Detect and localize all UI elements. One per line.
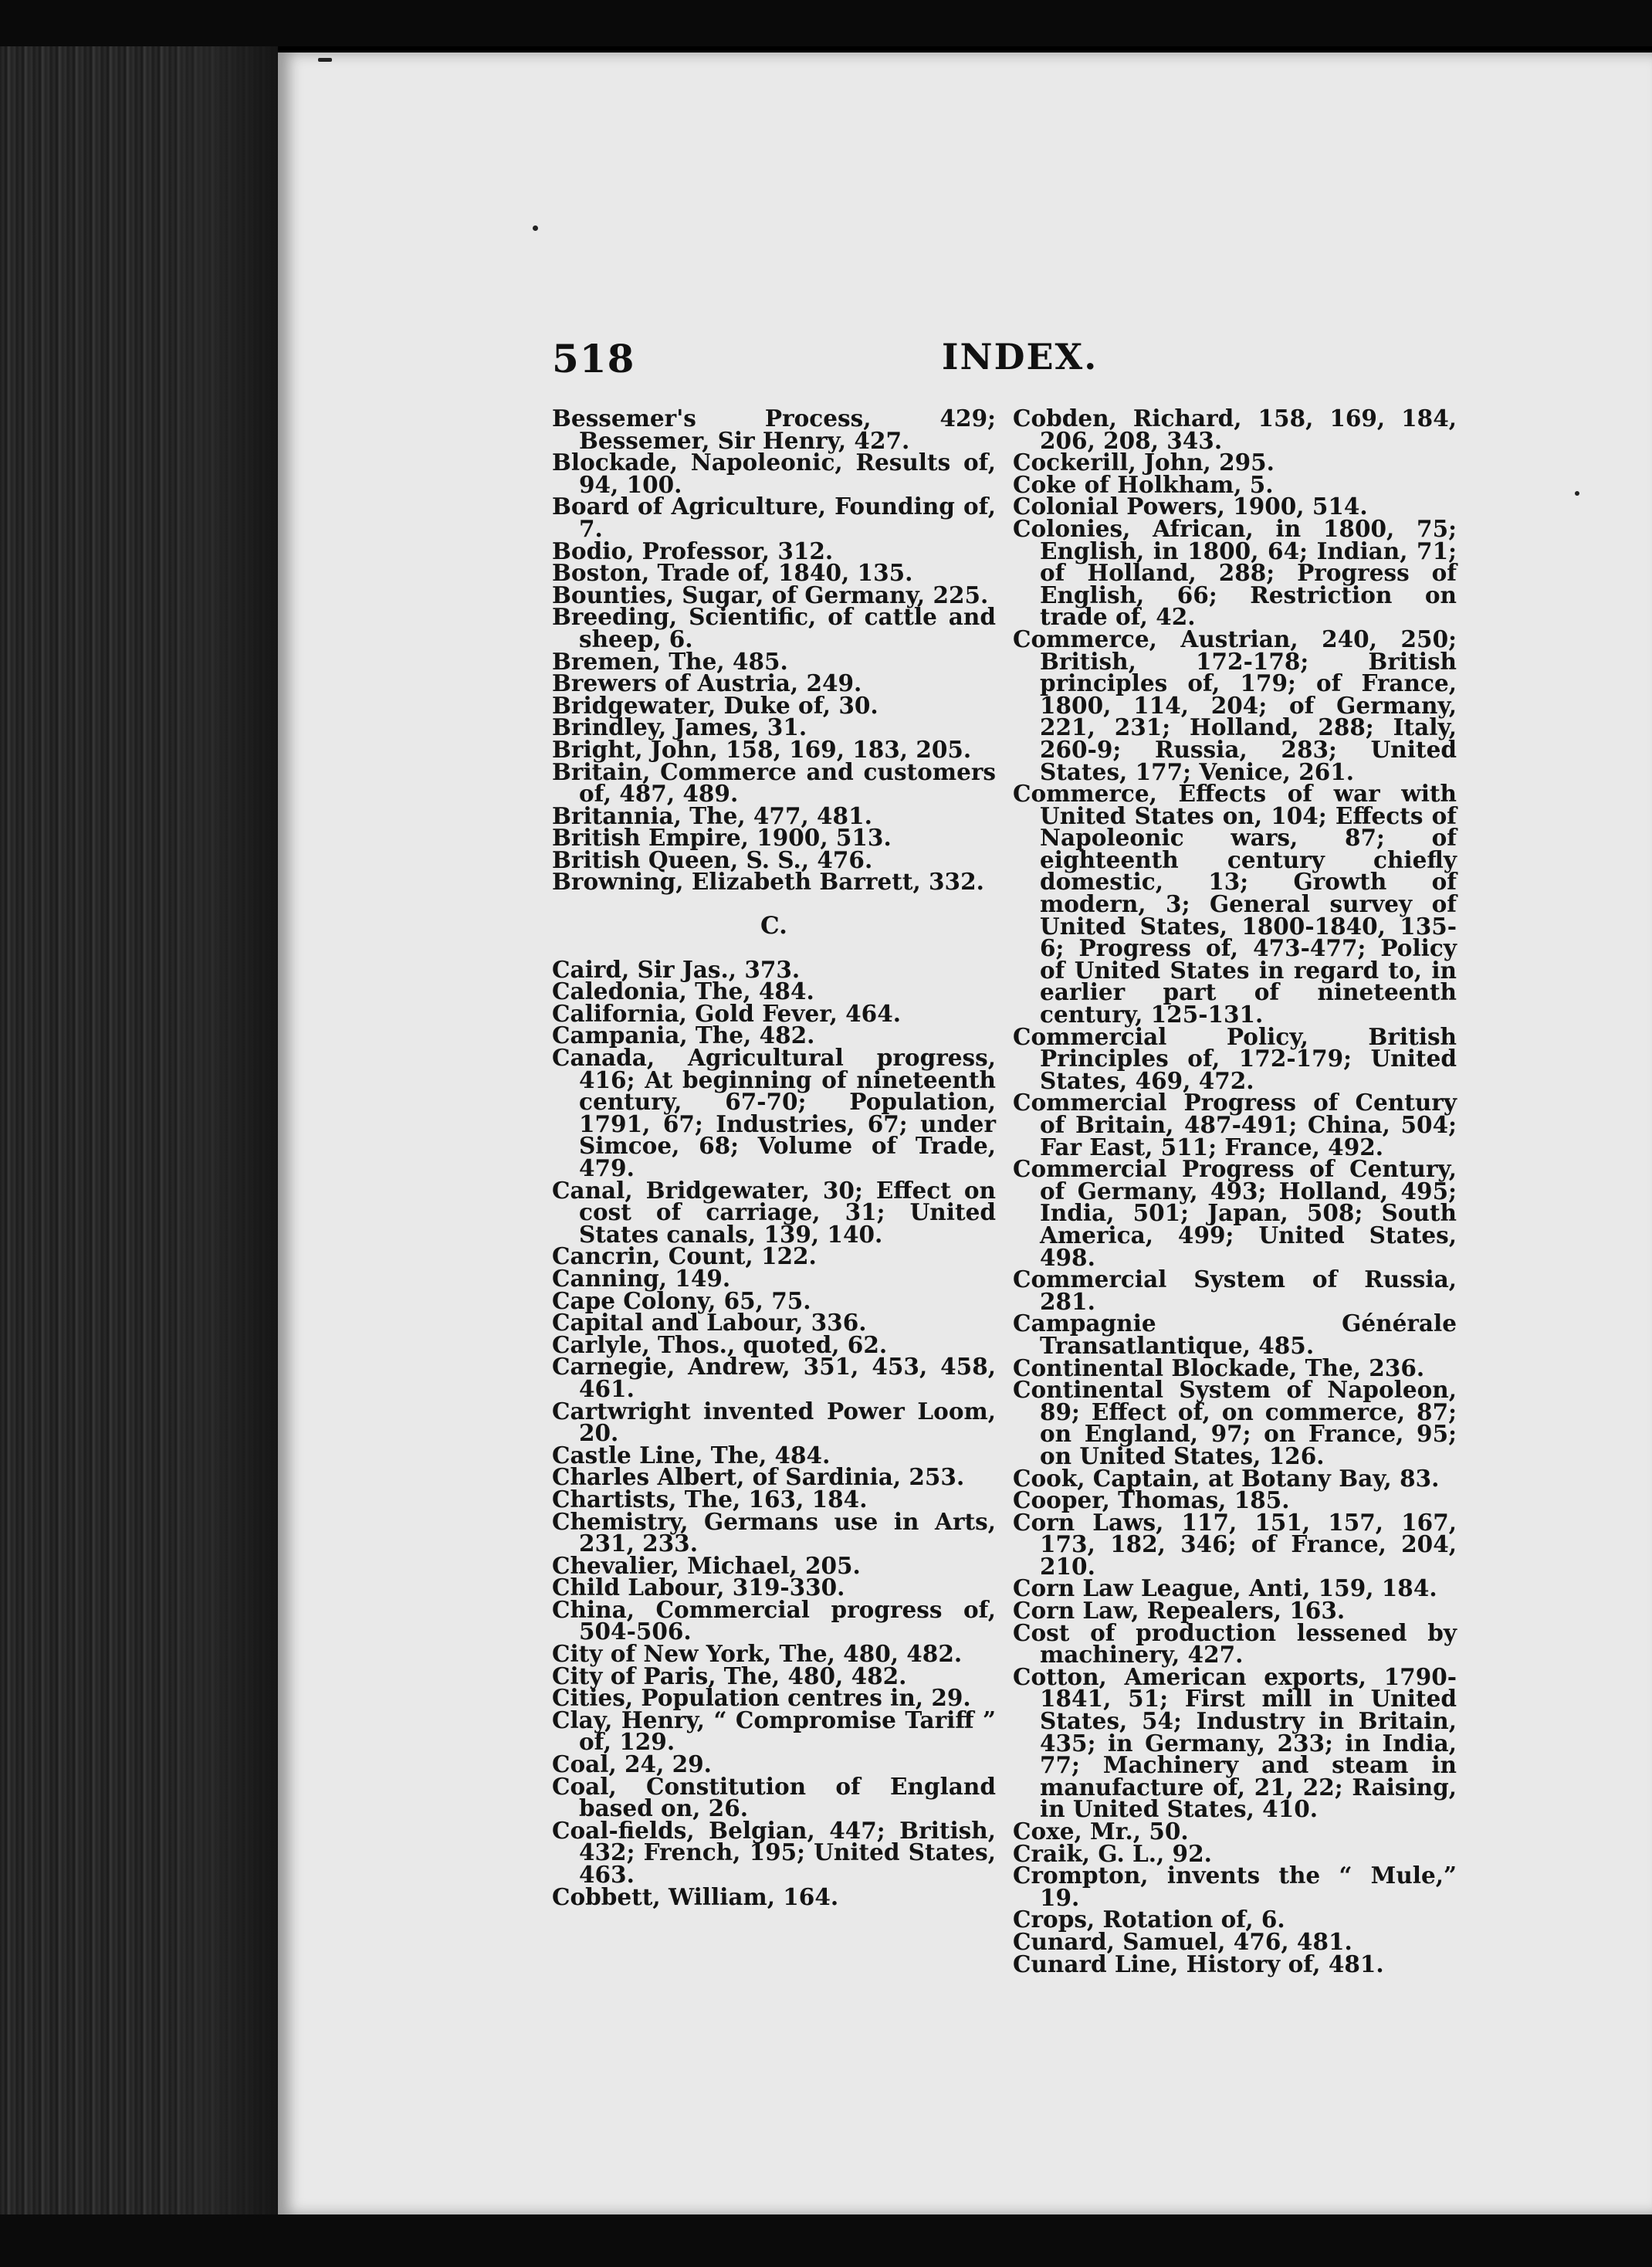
index-entry: Cockerill, John, 295.: [1013, 449, 1275, 476]
index-entry: Cunard, Samuel, 476, 481.: [1013, 1927, 1352, 1955]
index-entry: Child Labour, 319-330.: [552, 1574, 845, 1601]
index-entry: Bridgewater, Duke of, 30.: [552, 691, 878, 719]
index-entry: Cape Colony, 65, 75.: [552, 1286, 811, 1314]
scan-bottom-border: [0, 2214, 1652, 2267]
index-entry: Boston, Trade of, 1840, 135.: [552, 559, 913, 587]
index-entry: Bremen, The, 485.: [552, 647, 788, 675]
index-entry: Corn Law League, Anti, 159, 184.: [1013, 1574, 1437, 1602]
index-entry: Commerce, Effects of war with United States on, 104; Effects of Napoleonic wars, 87; of eighteenth century chiefly domestic, 13; Growth of modern, 3; General survey of United States, 1800-1840, 135-6; Progress of, 473-477; Policy of United States in regard to, in earlier part of nineteenth century, 125-131.: [1013, 780, 1457, 1028]
index-entry: Clay, Henry, “ Compromise Tariff ” of, 129.: [552, 1706, 996, 1756]
index-column-right: [1013, 405, 1457, 1977]
index-entry: Chemistry, Germans use in Arts, 231, 233.: [552, 1507, 996, 1557]
index-entry: Bessemer's Process, 429; Bessemer, Sir Henry, 427.: [552, 405, 996, 454]
index-entry: Canal, Bridgewater, 30; Effect on cost of carriage, 31; United States canals, 139, 140.: [552, 1176, 996, 1248]
index-entry: Caledonia, The, 484.: [552, 978, 814, 1005]
index-entry: Corn Law, Repealers, 163.: [1013, 1597, 1346, 1625]
index-entry: Crompton, invents the “ Mule,” 19.: [1013, 1862, 1457, 1911]
index-entry: Carlyle, Thos., quoted, 62.: [552, 1330, 888, 1358]
index-entry: Crops, Rotation of, 6.: [1013, 1906, 1285, 1933]
index-entry: Cook, Captain, at Botany Bay, 83.: [1013, 1464, 1440, 1492]
index-entry: Bright, John, 158, 169, 183, 205.: [552, 735, 972, 763]
index-entry: Britannia, The, 477, 481.: [552, 801, 872, 829]
index-entry: Breeding, Scientific, of cattle and sheep, 6.: [552, 603, 996, 652]
index-entry: Continental System of Napoleon, 89; Effect of, on commerce, 87; on England, 97; on France, 95; on United States, 126.: [1013, 1376, 1457, 1469]
index-entry: Britain, Commerce and customers of, 487, 489.: [552, 757, 996, 808]
index-entry: Bodio, Professor, 312.: [552, 537, 834, 564]
index-column-left: [552, 405, 996, 1910]
index-entry: Cobbett, William, 164.: [552, 1882, 839, 1910]
index-entry: British Queen, S. S., 476.: [552, 845, 873, 873]
index-entry: Cost of production lessened by machinery, 427.: [1013, 1618, 1457, 1669]
page-number: 518: [552, 336, 635, 381]
index-entry: Cities, Population centres in, 29.: [552, 1684, 971, 1712]
index-entry: Carnegie, Andrew, 351, 453, 458, 461.: [552, 1353, 996, 1402]
index-entry: City of Paris, The, 480, 482.: [552, 1662, 907, 1689]
index-entry: Canada, Agricultural progress, 416; At beginning of nineteenth century, 67-70; Population, 1791, 67; Industries, 67; under Simcoe, 68; Volume of Trade, 479.: [552, 1044, 996, 1181]
index-entry: Commercial Progress of Century of Britain, 487-491; China, 504; Far East, 511; France, 492.: [1013, 1089, 1457, 1161]
index-entry: Coke of Holkham, 5.: [1013, 470, 1274, 498]
index-entry: Cancrin, Count, 122.: [552, 1242, 817, 1270]
index-entry: Chevalier, Michael, 205.: [552, 1551, 861, 1579]
index-entry: Blockade, Napoleonic, Results of, 94, 100.: [552, 449, 996, 498]
index-entry: Corn Laws, 117, 151, 157, 167, 173, 182, 346; of France, 204, 210.: [1013, 1508, 1457, 1580]
paper-speck: [533, 225, 538, 231]
index-entry: Commercial Policy, British Principles of, 172-179; United States, 469, 472.: [1013, 1022, 1457, 1094]
index-entry: Coxe, Mr., 50.: [1013, 1818, 1189, 1845]
index-entry: Cunard Line, History of, 481.: [1013, 1950, 1384, 1977]
index-entry: Cooper, Thomas, 185.: [1013, 1486, 1290, 1514]
index-entry: Commercial Progress of Century, of Germany, 493; Holland, 495; India, 501; Japan, 508; South America, 499; United States, 498.: [1013, 1155, 1457, 1271]
index-entries-c: [552, 955, 996, 1910]
index-entry: Coal, Constitution of England based on, 26.: [552, 1772, 996, 1822]
index-entry: Campagnie Générale Transatlantique, 485.: [1013, 1310, 1457, 1359]
index-entry: Colonial Powers, 1900, 514.: [1013, 493, 1368, 520]
index-entry: Caird, Sir Jas., 373.: [552, 955, 801, 983]
index-entry: California, Gold Fever, 464.: [552, 999, 901, 1027]
index-entries-b: [552, 405, 996, 896]
index-entry: Browning, Elizabeth Barrett, 332.: [552, 868, 984, 896]
section-letter-heading: C.: [760, 912, 787, 940]
page-header: [552, 336, 1451, 390]
index-entry: Craik, G. L., 92.: [1013, 1839, 1212, 1867]
paper-speck: [318, 58, 332, 62]
index-entry: Brewers of Austria, 249.: [552, 669, 862, 697]
index-entry: Brindley, James, 31.: [552, 713, 807, 741]
index-entry: British Empire, 1900, 513.: [552, 824, 892, 852]
index-entry: Continental Blockade, The, 236.: [1013, 1354, 1425, 1381]
index-entry: Cobden, Richard, 158, 169, 184, 206, 208, 343.: [1013, 405, 1457, 454]
index-entry: Commercial System of Russia, 281.: [1013, 1266, 1457, 1315]
paper-speck: [1575, 491, 1579, 496]
index-entry: Cartwright invented Power Loom, 20.: [552, 1397, 996, 1447]
index-entry: Charles Albert, of Sardinia, 253.: [552, 1463, 965, 1491]
index-entry: Bounties, Sugar, of Germany, 225.: [552, 581, 989, 608]
index-entry: Commerce, Austrian, 240, 250; British, 172-178; British principles of, 179; of France, 1800, 114, 204; of Germany, 221, 231; Holland, 288; Italy, 260-9; Russia, 283; United States, 177; Venice, 261.: [1013, 625, 1457, 785]
index-entry: Canning, 149.: [552, 1264, 731, 1292]
index-entry: Castle Line, The, 484.: [552, 1441, 831, 1469]
index-entry: Colonies, African, in 1800, 75; English, in 1800, 64; Indian, 71; of Holland, 288; Progress of English, 66; Restriction on trade of, 42.: [1013, 514, 1457, 631]
book-page-edges: [0, 46, 278, 2267]
index-entry: Coal-fields, Belgian, 447; British, 432; French, 195; United States, 463.: [552, 1816, 996, 1888]
index-entry: China, Commercial progress of, 504-506.: [552, 1595, 996, 1645]
index-entry: Board of Agriculture, Founding of, 7.: [552, 493, 996, 542]
index-entry: Campania, The, 482.: [552, 1022, 815, 1049]
index-entry: Cotton, American exports, 1790-1841, 51; First mill in United States, 54; Industry in Britain, 435; in Germany, 233; in India, 77; Machinery and steam in manufacture of, 21, 22; Raising, in United States, 410.: [1013, 1662, 1457, 1823]
index-entry: Chartists, The, 163, 184.: [552, 1485, 868, 1513]
index-entry: Coal, 24, 29.: [552, 1750, 712, 1778]
index-entry: Capital and Labour, 336.: [552, 1309, 867, 1337]
running-head: INDEX.: [942, 336, 1099, 378]
scan-top-border: [0, 0, 1652, 46]
index-entry: City of New York, The, 480, 482.: [552, 1640, 963, 1668]
